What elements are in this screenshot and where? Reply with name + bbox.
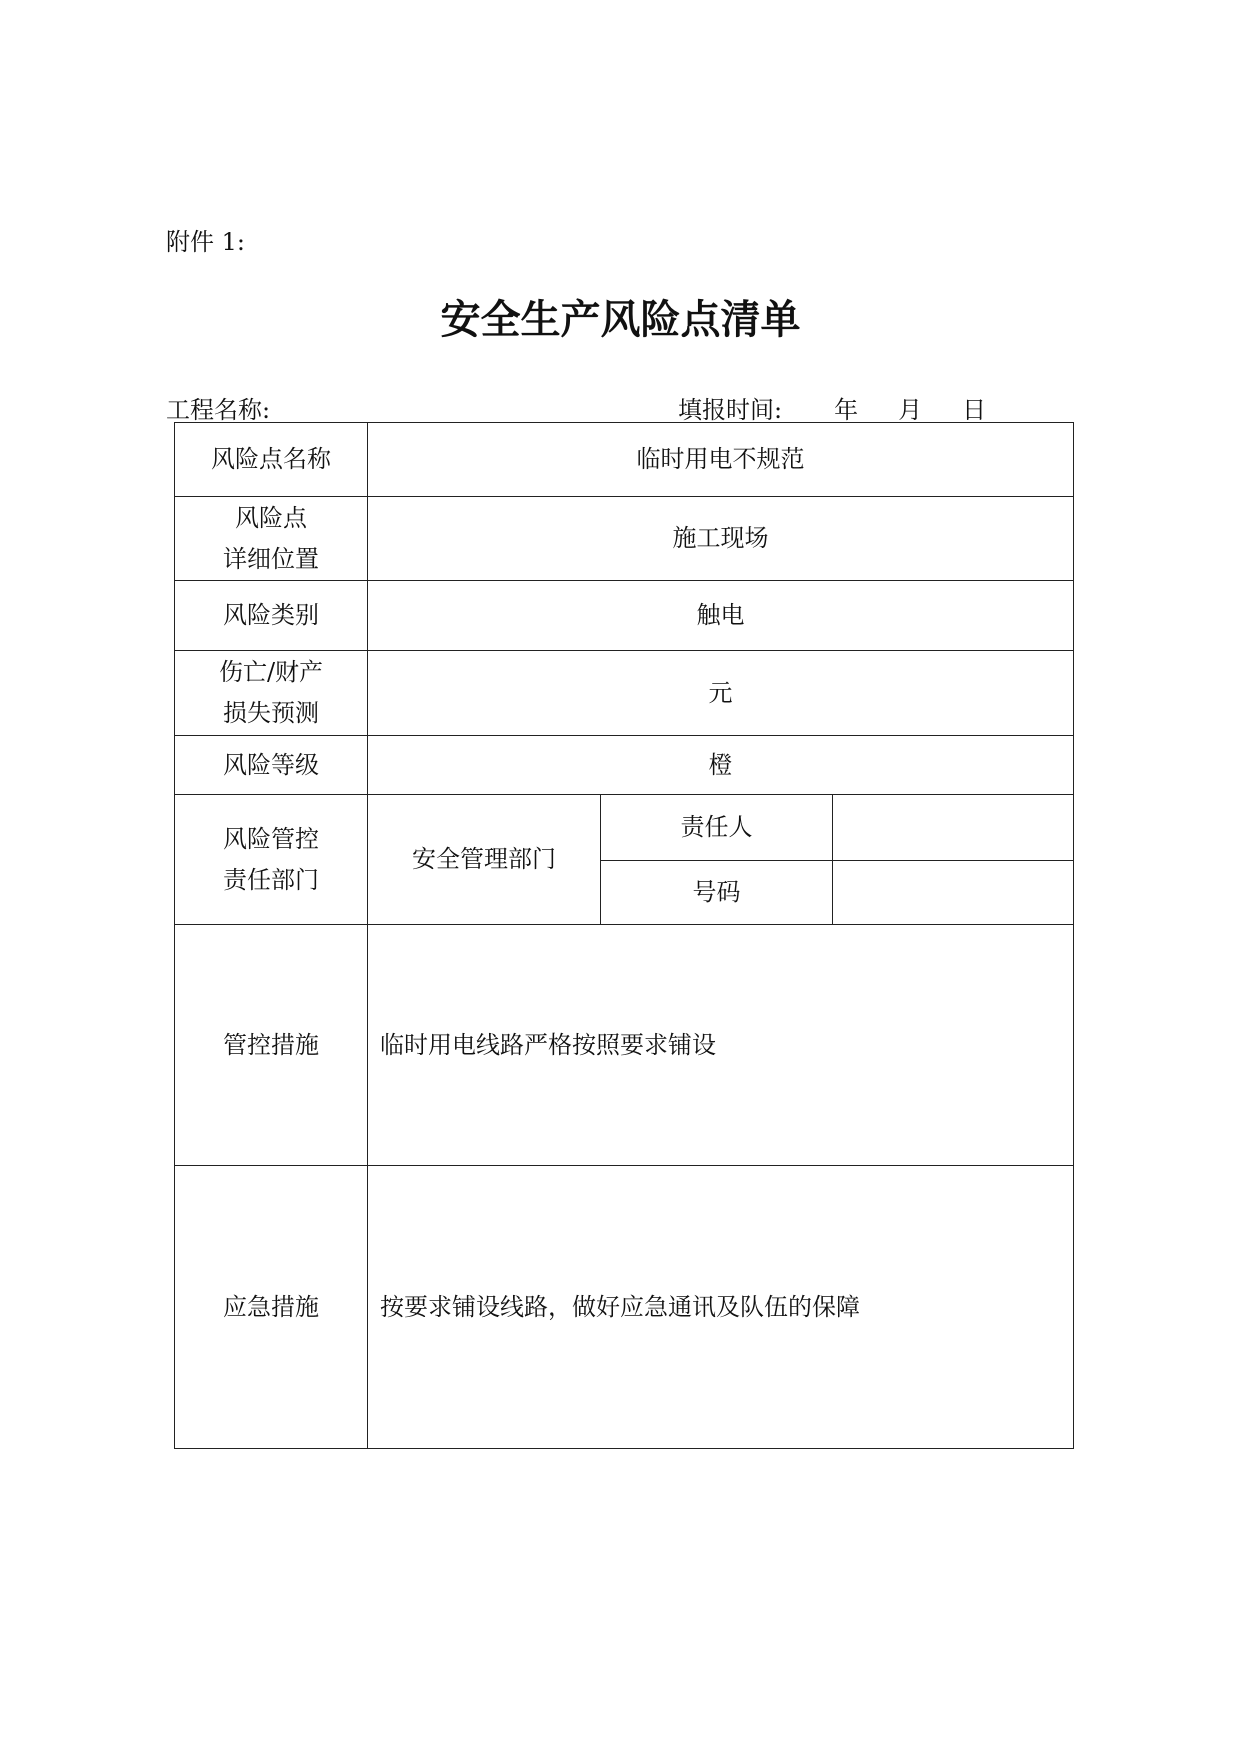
row-risk-name [175, 423, 1074, 497]
fill-date-label: 填报时间: [678, 396, 783, 424]
risk-point-table [174, 422, 1074, 1449]
phone-value [833, 861, 1074, 925]
category-label: 风险类别 [175, 581, 368, 651]
row-location [175, 497, 1074, 581]
category-value: 触电 [368, 581, 1074, 651]
responsibility-label-line1: 风险管控 [223, 824, 319, 853]
location-label-line2: 详细位置 [223, 544, 319, 573]
responsibility-label-line2: 责任部门 [223, 865, 319, 894]
level-value: 橙 [368, 736, 1074, 795]
row-control [175, 925, 1074, 1166]
person-value [833, 795, 1074, 861]
person-label: 责任人 [601, 795, 833, 861]
responsibility-department: 安全管理部门 [368, 795, 601, 925]
control-label: 管控措施 [175, 925, 368, 1166]
loss-value: 元 [368, 651, 1074, 736]
risk-name-label: 风险点名称 [175, 423, 368, 497]
fill-date-day: 日 [962, 396, 987, 424]
row-category [175, 581, 1074, 651]
attachment-label: 附件 1: [166, 228, 245, 256]
row-level [175, 736, 1074, 795]
control-value: 临时用电线路严格按照要求铺设 [368, 925, 1074, 1166]
project-name-label: 工程名称: [166, 396, 271, 424]
page-title: 安全生产风险点清单 [440, 296, 801, 343]
loss-label [175, 651, 368, 736]
level-label: 风险等级 [175, 736, 368, 795]
phone-label: 号码 [601, 861, 833, 925]
row-responsibility-person [175, 795, 1074, 861]
fill-date-year: 年 [834, 396, 859, 424]
risk-name-value: 临时用电不规范 [368, 423, 1074, 497]
location-label-line1: 风险点 [235, 503, 307, 532]
row-emergency [175, 1166, 1074, 1449]
loss-label-line1: 伤亡/财产 [218, 658, 324, 686]
emergency-label: 应急措施 [175, 1166, 368, 1449]
loss-label-line2: 损失预测 [223, 699, 319, 727]
location-label [175, 497, 368, 581]
location-value: 施工现场 [368, 497, 1074, 581]
fill-date [678, 390, 986, 425]
emergency-value: 按要求铺设线路，做好应急通讯及队伍的保障 [368, 1166, 1074, 1449]
fill-date-month: 月 [898, 396, 923, 424]
responsibility-label [175, 795, 368, 925]
row-loss [175, 651, 1074, 736]
